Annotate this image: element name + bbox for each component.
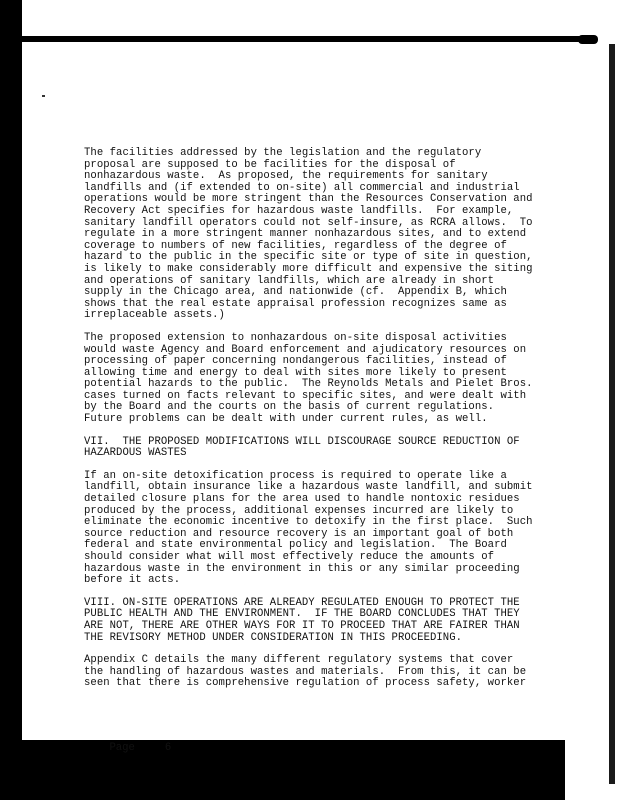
text-line: nonhazardous waste. As proposed, the requirements for sanitary — [84, 170, 488, 183]
heading-line: HAZARDOUS WASTES — [84, 447, 187, 460]
paragraph-extension — [84, 333, 554, 426]
paragraph-detoxification — [84, 471, 554, 587]
heading-line: VII. THE PROPOSED MODIFICATIONS WILL DISCOURAGE SOURCE REDUCTION OF — [84, 435, 520, 448]
paragraph-gap — [84, 426, 554, 437]
text-line: hazard to the public in the specific site or type of site in question, — [84, 251, 533, 264]
text-line: source reduction and resource recovery is an important goal of both — [84, 527, 514, 540]
text-line: is likely to make considerably more difficult and expensive the siting — [84, 262, 533, 275]
scan-border-top — [0, 36, 595, 42]
section-heading-vii — [84, 437, 554, 460]
text-line: irreplaceable assets.) — [84, 309, 225, 322]
text-line: shows that the real estate appraisal profession recognizes same as — [84, 297, 507, 310]
text-line: should consider what will most effectively reduce the amounts of — [84, 551, 495, 563]
heading-line: THE REVISORY METHOD UNDER CONSIDERATION IN THIS PROCEEDING. — [84, 631, 463, 644]
text-line: landfills and (if extended to on-site) all commercial and industrial — [84, 181, 520, 194]
heading-line: ARE NOT, THERE ARE OTHER WAYS FOR IT TO PROCEED THAT ARE FAIRER THAN — [84, 619, 520, 632]
text-line: detailed closure plans for the area used to handle nontoxic residues — [84, 493, 520, 506]
text-line: If an on-site detoxification process is required to operate like a — [84, 469, 507, 482]
page-footer — [84, 730, 171, 766]
text-line: seen that there is comprehensive regulation of process safety, worker — [84, 677, 527, 690]
scan-speck — [42, 95, 45, 97]
text-line: the handling of hazardous wastes and materials. From this, it can be — [84, 665, 527, 678]
text-line: cases turned on facts relevant to specific sites, and were dealt with — [84, 389, 527, 402]
text-line: hazardous waste in the environment in this or any similar proceeding — [84, 562, 520, 575]
paragraph-facilities — [84, 148, 554, 322]
text-line: processing of paper concerning nondangerous facilities, instead of — [84, 355, 507, 368]
page-label: Page — [109, 742, 135, 754]
text-line: proposal are supposed to be facilities for the disposal of — [84, 158, 456, 171]
text-line: Future problems can be dealt with under current rules, as well. — [84, 413, 488, 426]
text-line: operations would be more stringent than the Resources Conservation and — [84, 193, 533, 206]
text-line: eliminate the economic incentive to detoxify in the first place. Such — [84, 516, 533, 529]
text-line: supply in the Chicago area, and nationwide (cf. Appendix B, which — [84, 286, 507, 299]
page-number: 6 — [164, 742, 172, 754]
text-line: by the Board and the courts on the basis of current regulations. — [84, 401, 495, 414]
text-line: potential hazards to the public. The Reynolds Metals and Pielet Bros. — [84, 378, 533, 391]
text-line: Appendix C details the many different regulatory systems that cover — [84, 654, 514, 667]
text-line: Recovery Act specifies for hazardous waste landfills. For example, — [84, 204, 514, 217]
section-heading-viii — [84, 598, 554, 644]
scan-border-right — [609, 44, 615, 784]
text-line: The facilities addressed by the legislation and the regulatory — [84, 147, 482, 159]
text-line: regulate in a more stringent manner nonhazardous sites, and to extend — [84, 228, 527, 241]
text-line: landfill, obtain insurance like a hazardous waste landfill, and submit — [84, 481, 533, 494]
scan-border-left — [0, 0, 22, 740]
heading-line: VIII. ON-SITE OPERATIONS ARE ALREADY REGULATED ENOUGH TO PROTECT THE — [84, 596, 520, 609]
text-line: produced by the process, additional expenses incurred are likely to — [84, 504, 514, 517]
heading-line: PUBLIC HEALTH AND THE ENVIRONMENT. IF THE BOARD CONCLUDES THAT THEY — [84, 608, 520, 621]
paragraph-appendix-c — [84, 655, 554, 690]
text-line: would waste Agency and Board enforcement and ajudicatory resources on — [84, 343, 527, 356]
scan-border-top-tip — [578, 35, 598, 44]
text-line: sanitary landfill operators could not self-insure, as RCRA allows. To — [84, 216, 533, 229]
text-line: The proposed extension to nonhazardous on-site disposal activities — [84, 331, 507, 344]
text-line: coverage to numbers of new facilities, regardless of the degree of — [84, 239, 507, 252]
text-line: federal and state environmental policy and legislation. The Board — [84, 539, 507, 552]
document-body — [84, 148, 554, 690]
text-line: allowing time and energy to deal with sites more likely to present — [84, 366, 507, 379]
text-line: before it acts. — [84, 574, 181, 587]
text-line: and operations of sanitary landfills, which are already in short — [84, 274, 495, 287]
